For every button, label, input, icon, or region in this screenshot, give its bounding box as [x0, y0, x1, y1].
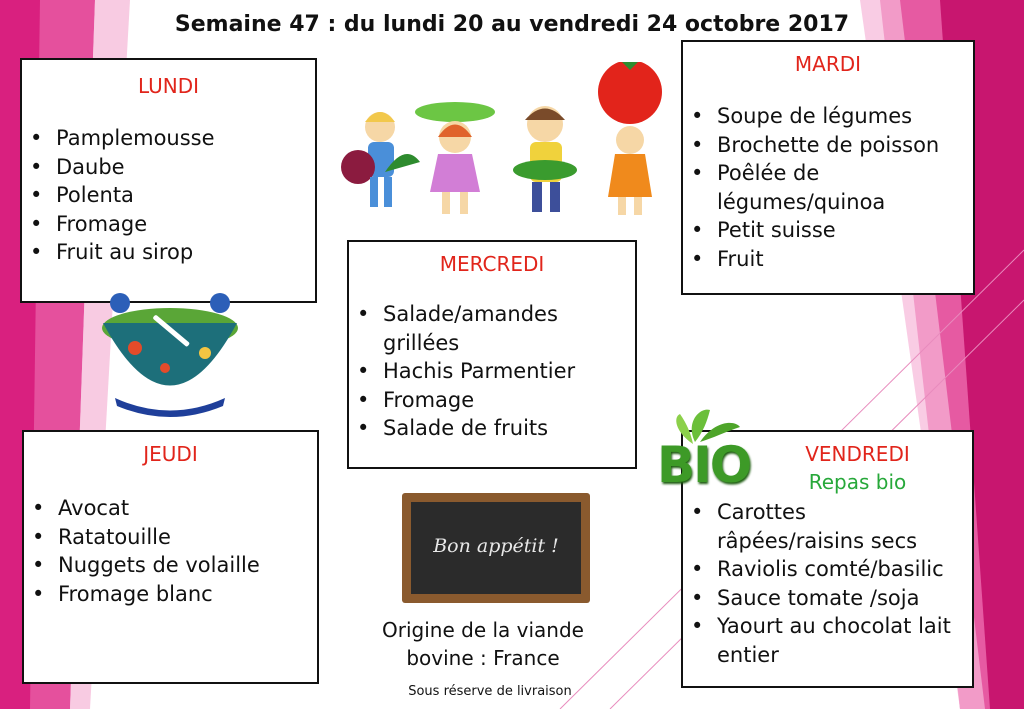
monday-heading: LUNDI	[137, 74, 200, 98]
friday-subtitle: Repas bio	[808, 470, 907, 494]
menu-item: • Salade/amandes grillées	[349, 300, 563, 357]
menu-item: • Sauce tomate /soja	[683, 584, 972, 613]
menu-item: • Raviolis comté/basilic	[683, 555, 972, 584]
kids-vegetables-illustration	[330, 62, 670, 227]
monday-box	[20, 58, 317, 303]
thursday-menu	[24, 494, 317, 608]
menu-item: • Fruit	[683, 245, 967, 274]
salad-bowl-illustration	[95, 278, 245, 418]
tuesday-heading: MARDI	[794, 52, 862, 76]
bio-logo	[655, 402, 765, 500]
menu-item: • Polenta	[22, 181, 315, 210]
menu-item: • Daube	[22, 153, 315, 182]
menu-item: • Petit suisse	[683, 216, 967, 245]
wednesday-menu	[349, 300, 635, 443]
wednesday-box	[347, 240, 637, 469]
bio-logo-text: BIO	[657, 436, 751, 494]
menu-item: • Fruit au sirop	[22, 238, 315, 267]
wednesday-heading: MERCREDI	[439, 252, 545, 276]
chalkboard	[402, 493, 590, 603]
menu-item: • Brochette de poisson	[683, 131, 967, 160]
menu-item: • Hachis Parmentier	[349, 357, 635, 386]
delivery-disclaimer: Sous réserve de livraison	[408, 684, 572, 699]
menu-item: • Carottes râpées/raisins secs	[683, 498, 927, 555]
menu-item: • Salade de fruits	[349, 414, 635, 443]
thursday-heading: JEUDI	[143, 442, 198, 466]
menu-item: • Pamplemousse	[22, 124, 315, 153]
menu-item: • Ratatouille	[24, 523, 317, 552]
friday-menu	[683, 498, 972, 669]
tuesday-menu	[683, 102, 973, 273]
meat-origin-note: Origine de la viande bovine : France	[382, 618, 584, 670]
menu-item: • Avocat	[24, 494, 317, 523]
menu-item: • Fromage	[349, 386, 635, 415]
menu-item: • Poêlée de légumes/quinoa	[683, 159, 887, 216]
thursday-box	[22, 430, 319, 684]
menu-item: • Nuggets de volaille	[24, 551, 317, 580]
tuesday-box	[681, 40, 975, 295]
menu-item: • Fromage blanc	[24, 580, 317, 609]
monday-menu	[22, 124, 315, 267]
friday-heading: VENDREDI	[805, 442, 910, 466]
chalkboard-text: Bon appétit !	[433, 535, 559, 557]
menu-item: • Fromage	[22, 210, 315, 239]
page-title: Semaine 47 : du lundi 20 au vendredi 24 octobre 2017	[174, 12, 850, 37]
menu-item: • Soupe de légumes	[683, 102, 967, 131]
menu-item: • Yaourt au chocolat lait entier	[683, 612, 967, 669]
